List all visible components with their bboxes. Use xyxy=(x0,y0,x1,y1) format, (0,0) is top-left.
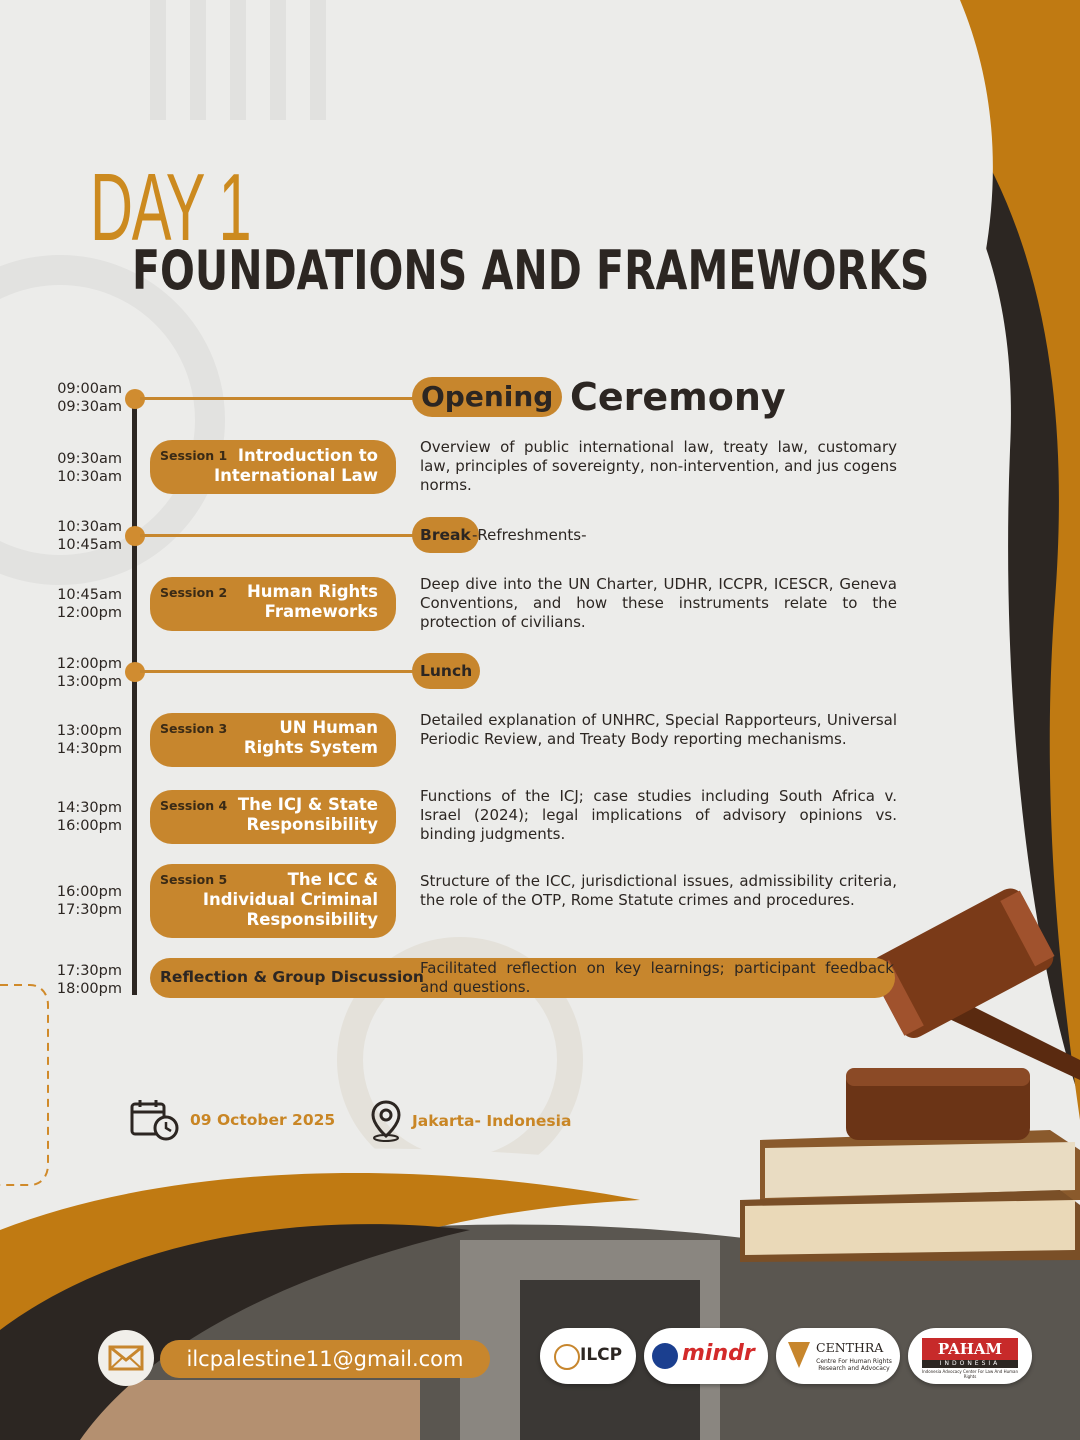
timeline-connector xyxy=(140,670,420,673)
time-start: 14:30pm xyxy=(56,800,122,816)
page-title: FOUNDATIONS AND FRAMEWORKS xyxy=(132,239,930,302)
paham-logo-subtext: INDONESIA xyxy=(922,1360,1018,1368)
lunch-pill: Lunch xyxy=(412,653,480,689)
session-title-line: Responsibility xyxy=(246,815,378,834)
centhra-logo-text: CENTHRA xyxy=(816,1340,884,1355)
session-title-line: International Law xyxy=(213,466,378,485)
break-pill: Break xyxy=(412,517,479,553)
session-title-line: Rights System xyxy=(243,738,378,757)
session-title-line: Frameworks xyxy=(264,602,378,621)
session-title-line: UN Human xyxy=(279,718,378,737)
opening-pill: Opening xyxy=(412,377,562,417)
location-pin-icon xyxy=(370,1100,402,1142)
session-title-line: Introduction to xyxy=(237,446,378,465)
time-end: 13:00pm xyxy=(56,674,122,690)
centhra-logo xyxy=(776,1328,900,1384)
centhra-emblem-icon xyxy=(788,1342,810,1368)
paham-logo-tagline: Indonesia Advocacy Center For Law And Human Rights xyxy=(921,1369,1019,1379)
reflection-title: Reflection & Group Discussion xyxy=(160,968,424,986)
time-end: 09:30am xyxy=(57,399,122,415)
session-title xyxy=(247,582,378,622)
break-time xyxy=(40,518,122,554)
timeline-connector xyxy=(140,534,420,537)
time-start: 10:45am xyxy=(57,587,122,603)
time-end: 10:45am xyxy=(57,537,122,553)
session-3-pill xyxy=(150,713,396,767)
time-end: 12:00pm xyxy=(56,605,122,621)
time-end: 14:30pm xyxy=(56,741,122,757)
session-5-pill xyxy=(150,864,396,938)
time-end: 10:30am xyxy=(57,469,122,485)
lunch-time xyxy=(40,655,122,691)
session-1-pill xyxy=(150,440,396,494)
email-icon xyxy=(98,1330,154,1386)
ilcp-emblem-icon xyxy=(554,1344,580,1370)
session-5-description: Structure of the ICC, jurisdictional issues, admissibility criteria, the role of the OTP, Rome Statute crimes and procedures. xyxy=(420,872,897,909)
session-title-line: The ICJ & State xyxy=(237,795,378,814)
session-title-line: Individual Criminal xyxy=(202,890,378,909)
session-title xyxy=(238,795,378,835)
event-date: 09 October 2025 xyxy=(190,1111,336,1129)
break-text: -Refreshments- xyxy=(472,526,587,544)
time-start: 12:00pm xyxy=(56,656,122,672)
session-title xyxy=(203,870,378,930)
mindr-emblem-icon xyxy=(652,1343,678,1369)
centhra-logo-subtext: Centre For Human Rights Research and Advocacy xyxy=(816,1358,892,1372)
time-end: 18:00pm xyxy=(56,981,122,997)
opening-title: Ceremony xyxy=(570,375,786,419)
session-1-description: Overview of public international law, treaty law, customary law, principles of sovereignty, non-intervention, and jus cogens norms. xyxy=(420,438,897,494)
session-1-time xyxy=(40,450,122,486)
day-title: DAY 1 xyxy=(90,154,251,261)
session-4-time xyxy=(40,799,122,835)
session-2-pill xyxy=(150,577,396,631)
opening-time xyxy=(40,380,122,416)
event-location: Jakarta- Indonesia xyxy=(412,1112,572,1130)
time-start: 13:00pm xyxy=(56,723,122,739)
session-5-time xyxy=(40,883,122,919)
time-end: 17:30pm xyxy=(56,902,122,918)
session-4-description: Functions of the ICJ; case studies including South Africa v. Israel (2024); legal implications of advisory opinions vs. binding judgments. xyxy=(420,787,897,843)
paham-logo-text: PAHAM xyxy=(922,1338,1018,1360)
time-end: 16:00pm xyxy=(56,818,122,834)
session-title-line: The ICC & xyxy=(287,870,378,889)
session-2-description: Deep dive into the UN Charter, UDHR, ICCPR, ICESCR, Geneva Conventions, and how these instruments relate to the protection of civilians. xyxy=(420,575,897,631)
session-label: Session 1 xyxy=(160,448,228,463)
timeline-connector xyxy=(140,397,420,400)
session-label: Session 4 xyxy=(160,798,228,813)
session-label: Session 5 xyxy=(160,872,228,887)
session-3-time xyxy=(40,722,122,758)
mindr-logo xyxy=(644,1328,768,1384)
paham-logo xyxy=(908,1328,1032,1384)
time-start: 09:30am xyxy=(57,451,122,467)
session-title xyxy=(244,718,378,758)
session-3-description: Detailed explanation of UNHRC, Special Rapporteurs, Universal Periodic Review, and Treaty Body reporting mechanisms. xyxy=(420,711,897,748)
reflection-time xyxy=(40,962,122,998)
ilcp-logo-text: ILCP xyxy=(580,1345,623,1365)
session-label: Session 2 xyxy=(160,585,228,600)
time-start: 17:30pm xyxy=(56,963,122,979)
contact-email[interactable]: ilcpalestine11@gmail.com xyxy=(160,1340,490,1378)
timeline-line xyxy=(132,395,137,995)
time-start: 16:00pm xyxy=(56,884,122,900)
mindr-logo-text: mindr xyxy=(682,1341,755,1366)
time-start: 10:30am xyxy=(57,519,122,535)
session-4-pill xyxy=(150,790,396,844)
session-title-line: Responsibility xyxy=(246,910,378,929)
time-start: 09:00am xyxy=(57,381,122,397)
session-title-line: Human Rights xyxy=(246,582,378,601)
calendar-icon xyxy=(128,1098,180,1142)
ilcp-logo xyxy=(540,1328,636,1384)
session-label: Session 3 xyxy=(160,721,228,736)
reflection-description: Facilitated reflection on key learnings; participant feedback and questions. xyxy=(420,959,894,996)
session-2-time xyxy=(40,586,122,622)
session-title xyxy=(214,446,378,486)
